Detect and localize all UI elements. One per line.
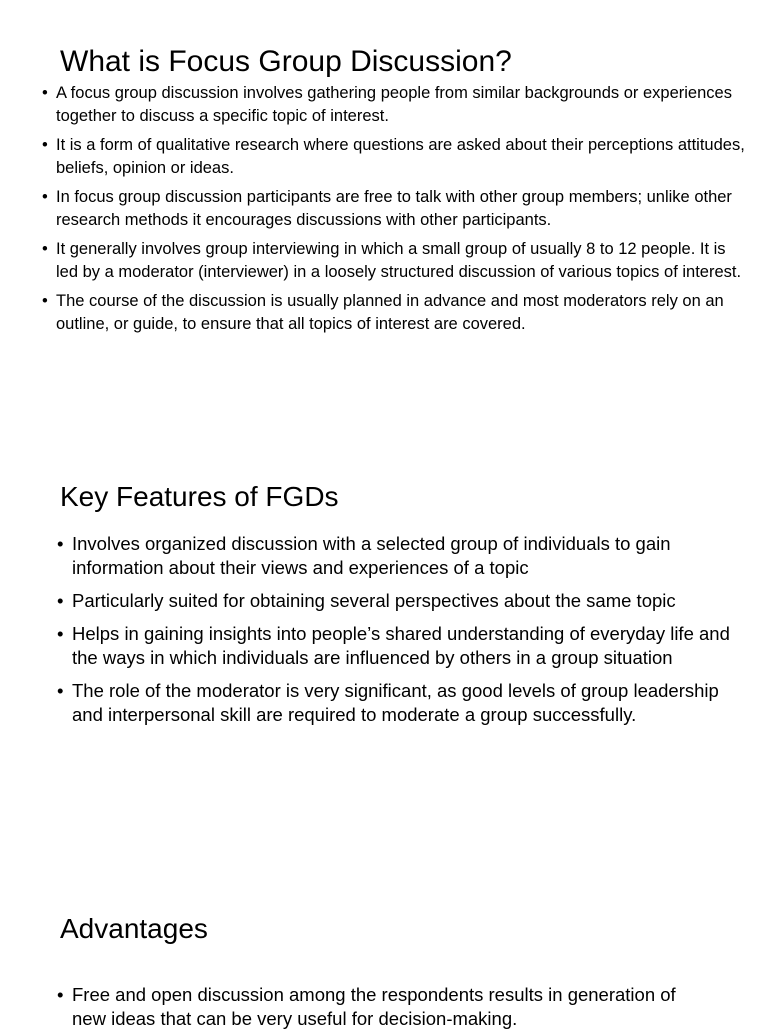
slide-title: Key Features of FGDs [60,481,339,512]
bullet-item: • Free and open discussion among the respondents results in generation of new ideas that can be very useful for decision-making. [72,983,712,1031]
bullet-item: • The course of the discussion is usually planned in advance and most moderators rely on an outline, or guide, to ensure that all topics of interest are covered. [56,290,746,336]
bullet-item: • The role of the moderator is very significant, as good levels of group leadership and interpersonal skill are required to moderate a group successfully. [72,679,732,727]
bullet-item: • It generally involves group interviewing in which a small group of usually 8 to 12 people. It is led by a moderator (interviewer) in a loosely structured discussion of various topics of interest. [56,238,746,284]
slide-title: What is Focus Group Discussion? [60,45,512,78]
bullet-item: • In focus group discussion participants are free to talk with other group members; unlike other research methods it encourages discussions with other participants. [56,186,746,232]
bullet-list [72,532,732,736]
bullet-item: • It is a form of qualitative research where questions are asked about their perceptions attitudes, beliefs, opinion or ideas. [56,134,746,180]
bullet-list [56,82,746,342]
bullet-item: • Involves organized discussion with a selected group of individuals to gain information about their views and experiences of a topic [72,532,732,580]
bullet-item: • A focus group discussion involves gathering people from similar backgrounds or experiences together to discuss a specific topic of interest. [56,82,746,128]
bullet-item: • Helps in gaining insights into people’s shared understanding of everyday life and the ways in which individuals are influenced by others in a group situation [72,622,732,670]
slide-title: Advantages [60,913,208,944]
bullet-item: • Particularly suited for obtaining several perspectives about the same topic [72,589,732,613]
